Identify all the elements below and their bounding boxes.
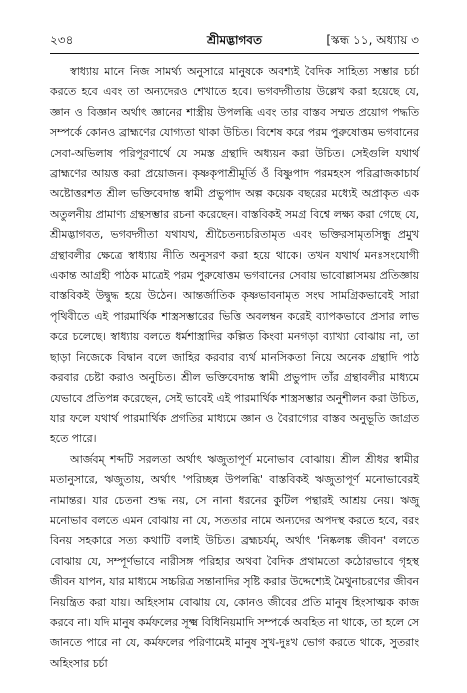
- page-header: [50, 32, 419, 50]
- paragraph: স্বাধ্যায় মানে নিজ সামর্থ্য অনুসারে মানুষকে অবশ্যই বৈদিক সাহিত্য সম্ভার চর্চা করতে হবে এবং তা অন্যদেরও শেখাতে হবে। ভগবদ্গীতায় উল্লেখ করা হয়েছে যে, জ্ঞান ও বিজ্ঞান অর্থাৎ জ্ঞানের শাস্ত্রীয় উপলব্ধি এবং তার বাস্তব সম্মত প্রয়োগ পদ্ধতি সম্পর্কে কোনও ব্রাহ্মণের যোগ্যতা থাকা উচিত। বিশেষ করে পরম পুরুষোত্তম ভগবানের সেবা-অভিলাষ পরিপূরণার্থে যে সমস্ত গ্রন্থাদি অধ্যয়ন করা উচিত। সেইগুলি যথার্থ ব্রাহ্মণের আয়ত্ত করা প্রয়োজন। কৃষ্ণকৃপাশ্রীমূর্তি ওঁ বিষ্ণুপাদ পরমহংস পরিব্রাজকাচার্য অষ্টোত্তরশত শ্রীল ভক্তিবেদান্ত স্বামী প্রভুপাদ অল্প কয়েক বছরের মধ্যেই অপ্রাকৃত এক অতুলনীয় প্রামাণ্য গ্রন্থসম্ভার রচনা করেছেন। বাস্তবিকই সমগ্র বিশ্বে লক্ষ্য করা গেছে যে, শ্রীমদ্ভাগবত, ভগবদ্গীতা যথাযথ, শ্রীচৈতন্যচরিতামৃত এবং ভক্তিরসামৃতসিন্ধু প্রমুখ গ্রন্থাবলীর ক্ষেত্রে স্বাধ্যায় নীতি অনুসরণ করা হয়ে থাকে। তখন যথার্থ মনঃসংযোগী একান্ত আগ্রহী পাঠক মাত্রেই পরম পুরুষোত্তম ভগবানের সেবায় ভাবোল্লাসময় প্রতিজ্ঞায় বাস্তবিকই উদ্বুদ্ধ হয়ে উঠেন। আন্তর্জাতিক কৃষ্ণভাবনামৃত সংঘ সামগ্রিকভাবেই সারা পৃথিবীতে এই পারমার্থিক শাস্ত্রসম্ভারের ভিত্তি অবলম্বন করেই ব্যাপকভাবে প্রসার লাভ করে চলেছে। স্বাধ্যায় বলতে ধর্মশাস্ত্রাদির কল্পিত কিংবা মনগড়া ব্যাখ্যা বোঝায় না, তা ছাড়া নিজেকে বিদ্বান বলে জাহির করবার ব্যর্থ মানসিকতা নিয়ে অনেক গ্রন্থাদি পাঠ করবার চেষ্টা করাও অনুচিত। শ্রীল ভক্তিবেদান্ত স্বামী প্রভুপাদ তাঁর গ্রন্থাবলীর মাধ্যমে যেভাবে প্রতিপন্ন করেছেন, সেই ভাবেই এই পারমার্থিক শাস্ত্রসম্ভার অনুশীলন করা উচিত, যার ফলে যথার্থ পারমার্থিক প্রগতির মাধ্যমে জ্ঞান ও বৈরাগ্যের বাস্তব অনুভূতি জাগ্রত হতে পারে।: [50, 65, 419, 446]
- paragraph: আর্জবম্ শব্দটি সরলতা অর্থাৎ ঋজুতাপূর্ণ মনোভাব বোঝায়। শ্রীল শ্রীধর স্বামীর মতানুসারে, ঋজুতায়, অর্থাৎ 'পরিচ্ছন্ন উপলব্ধি' বাস্তবিকই ঋজুতাপূর্ণ মনোভাবেরই নামান্তর। যার চেতনা শুদ্ধ নয়, সে নানা ধরনের কুটিল পন্থারই আশ্রয় নেয়। ঋজু মনোভাব বলতে এমন বোঝায় না যে, সততার নামে অন্যদের অপদস্থ করতে হবে, বরং বিনয় সহকারে সত্য কথাটি বলাই উচিত। ব্রহ্মচর্যম্, অর্থাৎ 'নিষ্কলঙ্ক জীবন' বলতে বোঝায় যে, সম্পূর্ণভাবে নারীসঙ্গ পরিহার অথবা বৈদিক প্রথামতো কঠোরভাবে গৃহস্থ জীবন যাপন, যার মাধ্যমে সচ্চরিত্র সন্তানাদির সৃষ্টি করার উদ্দেশ্যেই মৈথুনাচরণের জীবন নিয়ন্ত্রিত করা যায়। অহিংসাম বোঝায় যে, কোনও জীবের প্রতি মানুষ হিংসাত্মক কাজ করবে না। যদি মানুষ কর্মফলের সূক্ষ্ম বিধিনিয়মাদি সম্পর্কে অবহিত না থাকে, তা হলে সে জানতে পারে না যে, কর্মফলের পরিণামেই মানুষ সুখ-দুঃখ ভোগ করতে থাকে, সুতরাং অহিংসার চর্চা: [50, 452, 419, 670]
- page-number: ২৩৪: [50, 33, 74, 47]
- book-title: শ্রীমদ্ভাগবত: [206, 33, 262, 47]
- page-body: [50, 62, 419, 674]
- section-reference: [স্কন্ধ ১১, অধ্যায় ৩: [326, 33, 419, 47]
- header-divider: [50, 53, 419, 54]
